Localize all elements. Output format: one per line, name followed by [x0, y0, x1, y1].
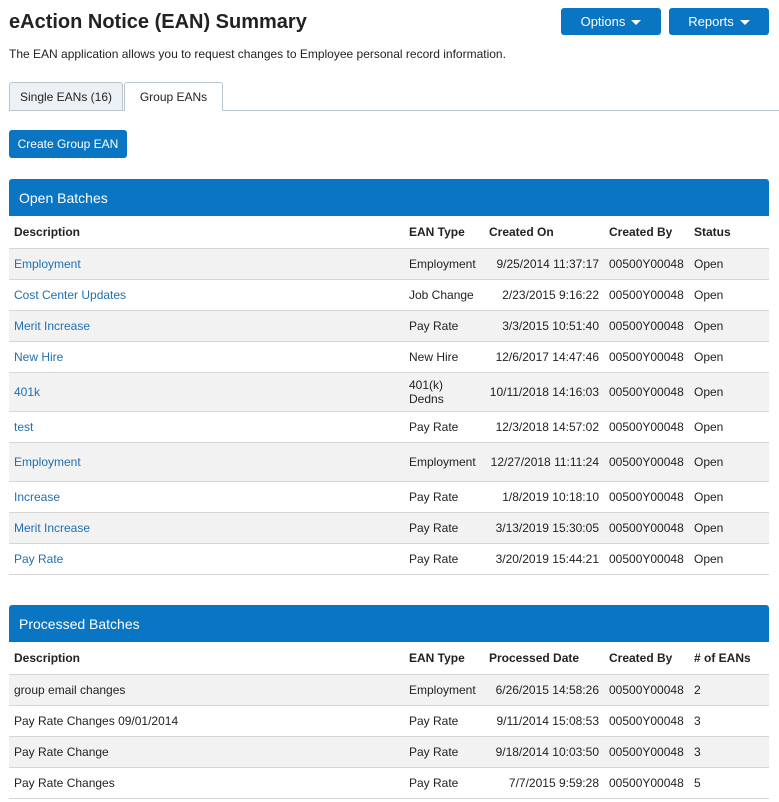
- status-cell: Open: [689, 373, 769, 412]
- table-row: [9, 513, 769, 544]
- processed-date-cell: 9/11/2014 15:08:53: [484, 706, 604, 737]
- table-row: [9, 737, 769, 768]
- ean-type-cell: Employment: [404, 249, 484, 280]
- created-by-cell: 00500Y00048: [604, 544, 689, 575]
- created-by-cell: 00500Y00048: [604, 513, 689, 544]
- page-description: The EAN application allows you to request changes to Employee personal record information.: [9, 47, 506, 61]
- table-row: [9, 482, 769, 513]
- status-cell: Open: [689, 280, 769, 311]
- table-row: [9, 768, 769, 799]
- created-by-cell: 00500Y00048: [604, 412, 689, 443]
- col-created-by[interactable]: Created By: [604, 216, 689, 249]
- ean-count-cell: 3: [689, 706, 769, 737]
- options-button-label: Options: [580, 14, 626, 29]
- col-processed-date[interactable]: Processed Date: [484, 642, 604, 675]
- created-by-cell: 00500Y00048: [604, 311, 689, 342]
- table-row: [9, 706, 769, 737]
- created-by-cell: 00500Y00048: [604, 342, 689, 373]
- page-title: eAction Notice (EAN) Summary: [9, 11, 307, 33]
- ean-type-cell: Pay Rate: [404, 482, 484, 513]
- col-ean-type[interactable]: EAN Type: [404, 216, 484, 249]
- ean-type-cell: Pay Rate: [404, 544, 484, 575]
- processed-date-cell: 9/18/2014 10:03:50: [484, 737, 604, 768]
- created-by-cell: 00500Y00048: [604, 249, 689, 280]
- table-row: [9, 544, 769, 575]
- created-by-cell: 00500Y00048: [604, 675, 689, 706]
- col-description[interactable]: Description: [9, 642, 404, 675]
- created-on-cell: 12/3/2018 14:57:02: [484, 412, 604, 443]
- col-status[interactable]: Status: [689, 216, 769, 249]
- processed-batches-table: [9, 642, 769, 799]
- table-row: [9, 412, 769, 443]
- created-on-cell: 9/25/2014 11:37:17: [484, 249, 604, 280]
- caret-down-icon: [631, 20, 641, 25]
- create-group-ean-button[interactable]: Create Group EAN: [9, 130, 127, 158]
- created-on-cell: 12/6/2017 14:47:46: [484, 342, 604, 373]
- created-by-cell: 00500Y00048: [604, 443, 689, 482]
- status-cell: Open: [689, 482, 769, 513]
- created-by-cell: 00500Y00048: [604, 280, 689, 311]
- col-ean-count[interactable]: # of EANs: [689, 642, 769, 675]
- table-row: [9, 342, 769, 373]
- open-batches-table: [9, 216, 769, 575]
- col-created-by[interactable]: Created By: [604, 642, 689, 675]
- batch-description-link[interactable]: Increase: [9, 482, 404, 513]
- ean-type-cell: Pay Rate: [404, 768, 484, 799]
- col-ean-type[interactable]: EAN Type: [404, 642, 484, 675]
- batch-description-link[interactable]: New Hire: [9, 342, 404, 373]
- ean-type-cell: 401(k) Dedns: [404, 373, 484, 412]
- ean-type-cell: Pay Rate: [404, 513, 484, 544]
- reports-button[interactable]: [669, 8, 769, 35]
- table-row: [9, 373, 769, 412]
- batch-description-link[interactable]: 401k: [9, 373, 404, 412]
- created-by-cell: 00500Y00048: [604, 737, 689, 768]
- table-row: [9, 443, 769, 482]
- batch-description-link[interactable]: Employment: [9, 249, 404, 280]
- batch-description-link[interactable]: Employment: [9, 443, 404, 482]
- ean-type-cell: New Hire: [404, 342, 484, 373]
- status-cell: Open: [689, 342, 769, 373]
- ean-count-cell: 5: [689, 768, 769, 799]
- status-cell: Open: [689, 443, 769, 482]
- created-by-cell: 00500Y00048: [604, 706, 689, 737]
- created-on-cell: 3/3/2015 10:51:40: [484, 311, 604, 342]
- table-row: [9, 249, 769, 280]
- status-cell: Open: [689, 412, 769, 443]
- batch-description-link[interactable]: Merit Increase: [9, 311, 404, 342]
- created-by-cell: 00500Y00048: [604, 373, 689, 412]
- status-cell: Open: [689, 544, 769, 575]
- table-row: [9, 675, 769, 706]
- reports-button-label: Reports: [688, 14, 734, 29]
- batch-description-link[interactable]: test: [9, 412, 404, 443]
- col-description[interactable]: Description: [9, 216, 404, 249]
- processed-date-cell: 6/26/2015 14:58:26: [484, 675, 604, 706]
- created-on-cell: 3/20/2019 15:44:21: [484, 544, 604, 575]
- options-button[interactable]: [561, 8, 661, 35]
- batch-description-link[interactable]: Merit Increase: [9, 513, 404, 544]
- ean-type-cell: Pay Rate: [404, 737, 484, 768]
- batch-description-cell: Pay Rate Change: [9, 737, 404, 768]
- ean-type-cell: Pay Rate: [404, 412, 484, 443]
- created-on-cell: 3/13/2019 15:30:05: [484, 513, 604, 544]
- processed-date-cell: 7/7/2015 9:59:28: [484, 768, 604, 799]
- ean-count-cell: 3: [689, 737, 769, 768]
- table-row: [9, 280, 769, 311]
- processed-batches-header: Processed Batches: [9, 605, 769, 642]
- tab-group-eans[interactable]: Group EANs: [124, 82, 223, 111]
- table-header-row: [9, 216, 769, 249]
- created-by-cell: 00500Y00048: [604, 482, 689, 513]
- ean-type-cell: Employment: [404, 675, 484, 706]
- batch-description-link[interactable]: Cost Center Updates: [9, 280, 404, 311]
- status-cell: Open: [689, 249, 769, 280]
- caret-down-icon: [740, 20, 750, 25]
- created-on-cell: 2/23/2015 9:16:22: [484, 280, 604, 311]
- col-created-on[interactable]: Created On: [484, 216, 604, 249]
- created-on-cell: 12/27/2018 11:11:24: [484, 443, 604, 482]
- batch-description-cell: group email changes: [9, 675, 404, 706]
- batch-description-cell: Pay Rate Changes 09/01/2014: [9, 706, 404, 737]
- created-on-cell: 10/11/2018 14:16:03: [484, 373, 604, 412]
- ean-type-cell: Job Change: [404, 280, 484, 311]
- status-cell: Open: [689, 513, 769, 544]
- table-row: [9, 311, 769, 342]
- created-on-cell: 1/8/2019 10:18:10: [484, 482, 604, 513]
- batch-description-link[interactable]: Pay Rate: [9, 544, 404, 575]
- open-batches-header: Open Batches: [9, 179, 769, 216]
- batch-description-cell: Pay Rate Changes: [9, 768, 404, 799]
- ean-type-cell: Pay Rate: [404, 311, 484, 342]
- status-cell: Open: [689, 311, 769, 342]
- created-by-cell: 00500Y00048: [604, 768, 689, 799]
- tab-bar: [9, 82, 779, 111]
- ean-type-cell: Pay Rate: [404, 706, 484, 737]
- table-header-row: [9, 642, 769, 675]
- page-header: [9, 10, 769, 40]
- ean-count-cell: 2: [689, 675, 769, 706]
- tab-single-eans[interactable]: Single EANs (16): [9, 82, 123, 110]
- ean-type-cell: Employment: [404, 443, 484, 482]
